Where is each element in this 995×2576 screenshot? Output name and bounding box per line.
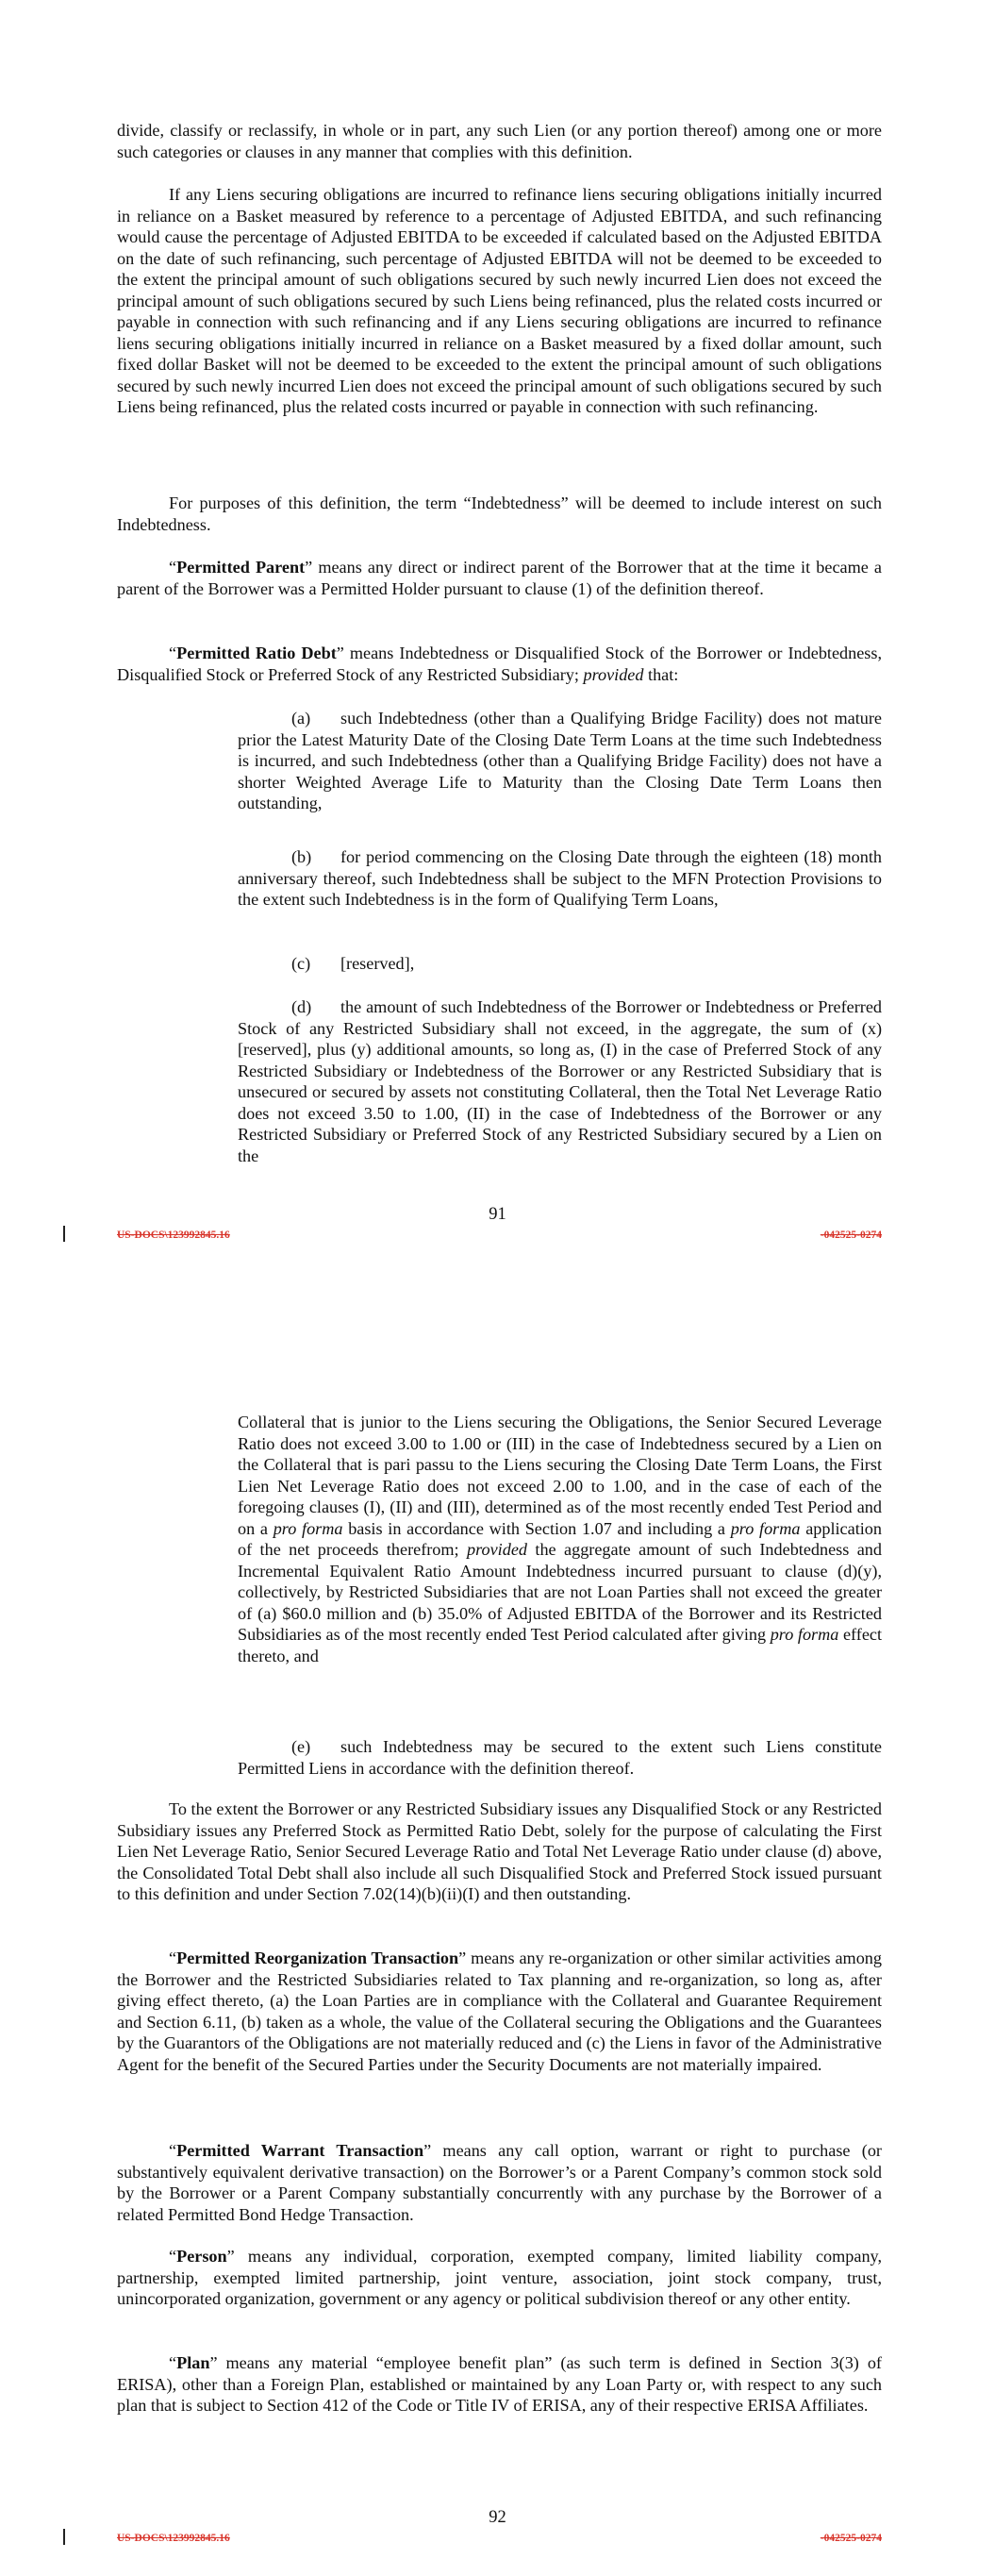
page-number: 92: [489, 2508, 506, 2527]
change-bar: [63, 1226, 65, 1242]
doc-code: -042525-0274: [820, 1229, 882, 1241]
definition-permitted-ratio-debt: “Permitted Ratio Debt” means Indebtedness or Disqualified Stock of the Borrower or Indebtedness, Disqualified Stock or Preferred Stock of any Restricted Subsidiary; provided that:: [117, 644, 882, 684]
page-91: [0, 0, 995, 1264]
defined-term: Permitted Reorganization Transaction: [176, 1949, 459, 1967]
clause-a: (a) such Indebtedness (other than a Qualifying Bridge Facility) does not mature prior the Latest Maturity Date of the Closing Date Term Loans at the time such Indebtedness is incurred, and such Indebtedness (other than a Qualifying Bridge Facility) does not have a shorter Weighted Average Life to Maturity than the Closing Date Term Loans then outstanding,: [238, 709, 882, 812]
page-92: [0, 1387, 995, 2576]
defined-term: Person: [176, 2247, 227, 2266]
defined-term: Permitted Ratio Debt: [176, 644, 337, 662]
clause-d: (d) the amount of such Indebtedness of the Borrower or Indebtedness or Preferred Stock of any Restricted Subsidiary shall not exceed, in the aggregate, the sum of (x) [reserved], plus (y) additional amounts, so long as, (I) in the case of Preferred Stock of any Restricted Subsidiary or Indebtedness of the Borrower or any Restricted Subsidiary that is unsecured or secured by assets not constituting Collateral, then the Total Net Leverage Ratio does not exceed 3.50 to 1.00, (II) in the case of Indebtedness of the Borrower or any Restricted Subsidiary or Preferred Stock of any Restricted Subsidiary secured by a Lien on the: [238, 997, 882, 1165]
clause-c: (c) [reserved],: [291, 954, 415, 973]
paragraph-lien-refinance: If any Liens securing obligations are incurred to refinance liens securing obligations initially incurred in reliance on a Basket measured by reference to a percentage of Adjusted EBITDA, and such refinancing would cause the percentage of Adjusted EBITDA to be exceeded if calculated based on the Adjusted EBITDA on the date of such refinancing, such percentage of Adjusted EBITDA will not be deemed to be exceeded to the extent the principal amount of such obligations secured by such newly incurred Lien does not exceed the principal amount of such obligations secured by such Liens being refinanced, plus the related costs incurred or payable in connection with such refinancing and if any Liens securing obligations are incurred to refinance liens securing obligations initially incurred in reliance on a Basket measured by a fixed dollar amount, such fixed dollar Basket will not be deemed to be exceeded to the extent the principal amount of such obligations secured by such newly incurred Lien does not exceed the principal amount of such obligations secured by such Liens being refinanced, plus the related costs incurred or payable in connection with such refinancing.: [117, 185, 882, 416]
paragraph-lien-classify: divide, classify or reclassify, in whole or in part, any such Lien (or any portion thereof) among one or more such categories or clauses in any manner that complies with this definition.: [117, 121, 882, 161]
doc-id: US-DOCS\123992845.16: [117, 1229, 230, 1241]
definition-permitted-reorganization-transaction: “Permitted Reorganization Transaction” means any re-organization or other similar activities among the Borrower and the Restricted Subsidiaries related to Tax planning and re-organization, so long as, after giving effect thereto, (a) the Loan Parties are in compliance with the Collateral and Guarantee Requirement and Section 6.11, (b) taken as a whole, the value of the Collateral securing the Obligations and the Guarantees by the Guarantors of the Obligations are not materially reduced and (c) the Liens in favor of the Administrative Agent for the benefit of the Secured Parties under the Security Documents are not materially impaired.: [117, 1949, 882, 2074]
definition-plan: “Plan” means any material “employee benefit plan” (as such term is defined in Section 3(3) of ERISA), other than a Foreign Plan, established or maintained by any Loan Party or, with respect to any such plan that is subject to Section 412 of the Code or Title IV of ERISA, any of their respective ERISA Affiliates.: [117, 2353, 882, 2415]
doc-id: US-DOCS\123992845.16: [117, 2533, 230, 2544]
page-footer: [0, 1229, 995, 1248]
paragraph-extent: To the extent the Borrower or any Restricted Subsidiary issues any Disqualified Stock or any Restricted Subsidiary issues any Preferred Stock as Permitted Ratio Debt, solely for the purpose of calculating the First Lien Net Leverage Ratio, Senior Secured Leverage Ratio and Total Net Leverage Ratio under clause (d) above, the Consolidated Total Debt shall also include all such Disqualified Stock and Preferred Stock issued pursuant to this definition and under Section 7.02(14)(b)(ii)(I) and then outstanding.: [117, 1799, 882, 1903]
definition-person: “Person” means any individual, corporation, exempted company, limited liability company, partnership, exempted limited partnership, joint venture, association, joint stock company, trust, unincorporated organization, government or any agency or political subdivision thereof or any other entity.: [117, 2247, 882, 2308]
page-footer: [0, 2533, 995, 2551]
defined-term: Plan: [176, 2353, 210, 2372]
definition-permitted-parent: “Permitted Parent” means any direct or indirect parent of the Borrower that at the time it became a parent of the Borrower was a Permitted Holder pursuant to clause (1) of the definition thereof.: [117, 558, 882, 598]
doc-code: -042525-0274: [820, 2533, 882, 2544]
definition-permitted-warrant-transaction: “Permitted Warrant Transaction” means any call option, warrant or right to purchase (or substantively equivalent derivative transaction) on the Borrower’s or a Parent Company’s common stock sold by the Borrower or a Parent Company substantially concurrently with any purchase by the Borrower of a related Permitted Bond Hedge Transaction.: [117, 2141, 882, 2224]
change-bar: [63, 2529, 65, 2545]
clause-b: (b) for period commencing on the Closing Date through the eighteen (18) month anniversary thereof, such Indebtedness shall be subject to the MFN Protection Provisions to the extent such Indebtedness is in the form of Qualifying Term Loans,: [238, 847, 882, 909]
defined-term: Permitted Parent: [176, 558, 306, 577]
paragraph-indebtedness-interest: For purposes of this definition, the term “Indebtedness” will be deemed to include interest on such Indebtedness.: [117, 493, 882, 534]
page-number: 91: [489, 1205, 506, 1224]
clause-d-continued: Collateral that is junior to the Liens securing the Obligations, the Senior Secured Leverage Ratio does not exceed 3.00 to 1.00 or (III) in the case of Indebtedness secured by a Lien on the Collateral that is pari passu to the Liens securing the Closing Date Term Loans, the First Lien Net Leverage Ratio does not exceed 2.00 to 1.00, and in the case of each of the foregoing clauses (I), (II) and (III), determined as of the most recently ended Test Period and on a pro forma basis in accordance with Section 1.07 and including a pro forma application of the net proceeds therefrom; provided the aggregate amount of such Indebtedness and Incremental Equivalent Ratio Amount Indebtedness incurred pursuant to clause (d)(y), collectively, by Restricted Subsidiaries that are not Loan Parties shall not exceed the greater of (a) $60.0 million and (b) 35.0% of Adjusted EBITDA of the Borrower and its Restricted Subsidiaries as of the most recently ended Test Period calculated after giving pro forma effect thereto, and: [238, 1413, 883, 1665]
defined-term: Permitted Warrant Transaction: [176, 2141, 424, 2160]
clause-e: (e) such Indebtedness may be secured to the extent such Liens constitute Permitted Liens in accordance with the definition thereof.: [238, 1737, 882, 1778]
